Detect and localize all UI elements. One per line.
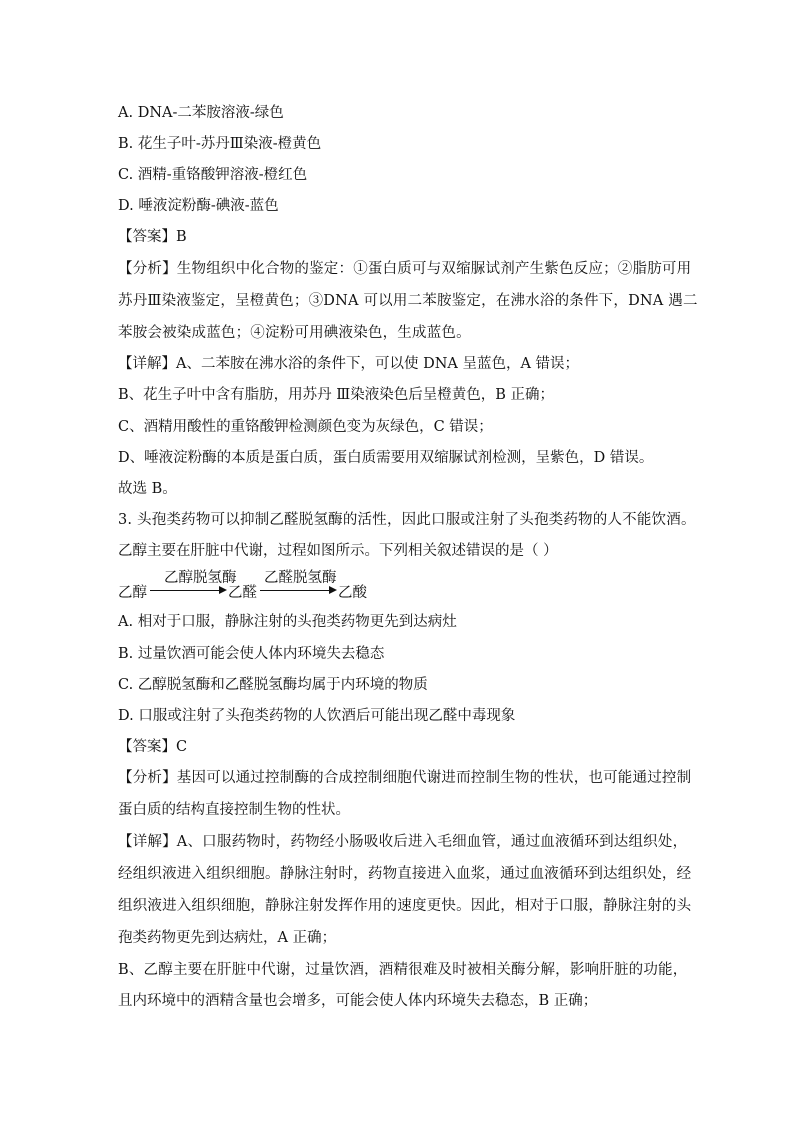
answer: 【答案】B — [118, 229, 187, 245]
text-line: 且内环境中的酒精含量也会增多，可能会使人体内环境失去稳态，B 正确； — [118, 993, 598, 1009]
text-line: C、酒精用酸性的重铬酸钾检测颜色变为灰绿色，C 错误； — [118, 419, 493, 435]
text-line: D、唾液淀粉酶的本质是蛋白质，蛋白质需要用双缩脲试剂检测，呈紫色，D 错误。 — [118, 450, 654, 466]
text-line: B、花生子叶中含有脂肪，用苏丹 Ⅲ染液染色后呈橙黄色，B 正确； — [118, 387, 555, 403]
option-c: C. 酒精-重铬酸钾溶液-橙红色 — [118, 167, 308, 183]
text-line: 组织液进入组织细胞，静脉注射发挥作用的速度更快。因此，相对于口服，静脉注射的头 — [118, 898, 692, 914]
option-a: A. 相对于口服，静脉注射的头孢类药物更先到达病灶 — [118, 614, 457, 630]
arrow-2-line — [260, 590, 330, 591]
text-line: 3. 头孢类药物可以抑制乙醛脱氢酶的活性，因此口服或注射了头孢类药物的人不能饮酒。 — [118, 512, 696, 528]
intermediate-acetaldehyde: 乙醛 — [228, 585, 257, 601]
text-line: 苯胺会被染成蓝色；④淀粉可用碘液染色，生成蓝色。 — [118, 325, 471, 341]
substrate-ethanol: 乙醇 — [118, 585, 147, 601]
enzyme-label-1: 乙醇脱氢酶 — [164, 570, 237, 586]
text-line: 经组织液进入组织细胞。静脉注射时，药物直接进入血浆，通过血液循环到达组织处，经 — [118, 866, 692, 882]
text-line: 乙醇主要在肝脏中代谢，过程如图所示。下列相关叙述错误的是（ ） — [118, 543, 558, 559]
arrow-2-head-icon — [329, 586, 337, 594]
option-b: B. 过量饮酒可能会使人体内环境失去稳态 — [118, 646, 385, 662]
text-line: B、乙醇主要在肝脏中代谢，过量饮酒，酒精很难及时被相关酶分解，影响肝脏的功能， — [118, 962, 688, 978]
text-line: 【详解】A、口服药物时，药物经小肠吸收后进入毛细血管，通过血液循环到达组织处， — [118, 834, 688, 850]
text-line: 【分析】基因可以通过控制酶的合成控制细胞代谢进而控制生物的性状，也可能通过控制 — [118, 770, 692, 786]
text-line: 【分析】生物组织中化合物的鉴定：①蛋白质可与双缩脲试剂产生紫色反应；②脂肪可用 — [118, 261, 692, 277]
product-acetic-acid: 乙酸 — [338, 585, 367, 601]
text-line: 故选 B。 — [118, 481, 177, 497]
text-line: 孢类药物更先到达病灶，A 正确； — [118, 930, 337, 946]
text-line: 苏丹Ⅲ染液鉴定，呈橙黄色；③DNA 可以用二苯胺鉴定，在沸水浴的条件下，DNA 遇二 — [118, 293, 698, 309]
metabolic-pathway-diagram — [118, 572, 438, 602]
option-b: B. 花生子叶-苏丹Ⅲ染液-橙黄色 — [118, 136, 322, 152]
enzyme-label-2: 乙醛脱氢酶 — [264, 570, 337, 586]
option-c: C. 乙醇脱氢酶和乙醛脱氢酶均属于内环境的物质 — [118, 677, 428, 693]
arrow-1-head-icon — [219, 586, 227, 594]
text-line: 蛋白质的结构直接控制生物的性状。 — [118, 802, 350, 818]
arrow-1-line — [150, 590, 220, 591]
option-a: A. DNA-二苯胺溶液-绿色 — [118, 105, 284, 121]
text-line: 【详解】A、二苯胺在沸水浴的条件下，可以使 DNA 呈蓝色，A 错误； — [118, 356, 580, 372]
option-d: D. 唾液淀粉酶-碘液-蓝色 — [118, 198, 279, 214]
answer: 【答案】C — [118, 739, 188, 755]
option-d: D. 口服或注射了头孢类药物的人饮酒后可能出现乙醛中毒现象 — [118, 708, 516, 724]
